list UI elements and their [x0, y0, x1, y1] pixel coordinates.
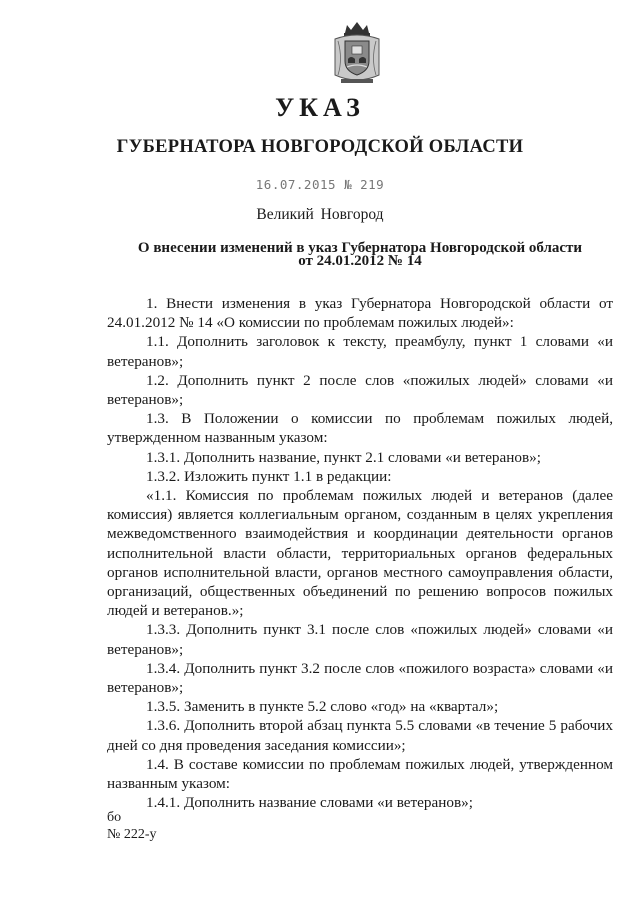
- paragraph: 1.4. В составе комиссии по проблемам пожилых людей, утвержденном названным указом:: [107, 755, 613, 793]
- document-footer: [107, 809, 157, 843]
- paragraph: 1.3.2. Изложить пункт 1.1 в редакции:: [146, 467, 392, 485]
- executor-initials: бо: [107, 810, 122, 825]
- paragraph: 1.3. В Положении о комиссии по проблемам пожилых людей, утвержденном названным указом:: [107, 410, 613, 447]
- date-number-stamp: 16.07.2015 № 219: [255, 177, 385, 192]
- paragraph: 1.3.4. Дополнить пункт 3.2 после слов «пожилого возраста» словами «и ветеранов»;: [107, 659, 613, 697]
- document-number: № 222-у: [107, 827, 157, 842]
- paragraph: 1.4.1. Дополнить название словами «и ветеранов»;: [146, 794, 473, 812]
- document-title: УКАЗ: [275, 93, 365, 122]
- paragraph: 1.1. Дополнить заголовок к тексту, преамбулу, пункт 1 словами «и ветеранов»;: [107, 333, 613, 370]
- paragraph: 1. Внести изменения в указ Губернатора Новгородской области от 24.01.2012 № 14 «О комиссии по проблемам пожилых людей»:: [107, 295, 613, 332]
- paragraph: 1.3.5. Заменить в пункте 5.2 слово «год» на «квартал»;: [146, 698, 499, 716]
- city-name: Великий Новгород: [256, 206, 384, 223]
- subject-line-2: от 24.01.2012 № 14: [298, 253, 422, 269]
- document-subtitle: ГУБЕРНАТОРА НОВГОРОДСКОЙ ОБЛАСТИ: [116, 137, 524, 157]
- paragraph: 1.2. Дополнить пункт 2 после слов «пожилых людей» словами «и ветеранов»;: [107, 371, 613, 409]
- document-body: [107, 294, 613, 812]
- paragraph: «1.1. Комиссия по проблемам пожилых людей и ветеранов (далее комиссия) является коллегиальным органом, созданным в целях укрепления межведомственного взаимодействия и координации деятельности органов исполнительной власти области, территориальных органов федеральных органов исполнительной власти, органов местного самоуправления области, организаций, общественных объединений по решению вопросов пожилых людей и ветеранов.»;: [107, 487, 613, 620]
- paragraph: 1.3.6. Дополнить второй абзац пункта 5.5 словами «в течение 5 рабочих дней со дня проведения заседания комиссии»;: [107, 717, 613, 754]
- coat-of-arms-icon: [329, 19, 385, 87]
- document-subject: [120, 242, 600, 268]
- subject-line-1: О внесении изменений в указ Губернатора Новгородской области: [137, 240, 583, 256]
- paragraph: 1.3.1. Дополнить название, пункт 2.1 словами «и ветеранов»;: [146, 448, 541, 466]
- paragraph: 1.3.3. Дополнить пункт 3.1 после слов «пожилых людей» словами «и ветеранов»;: [107, 621, 613, 658]
